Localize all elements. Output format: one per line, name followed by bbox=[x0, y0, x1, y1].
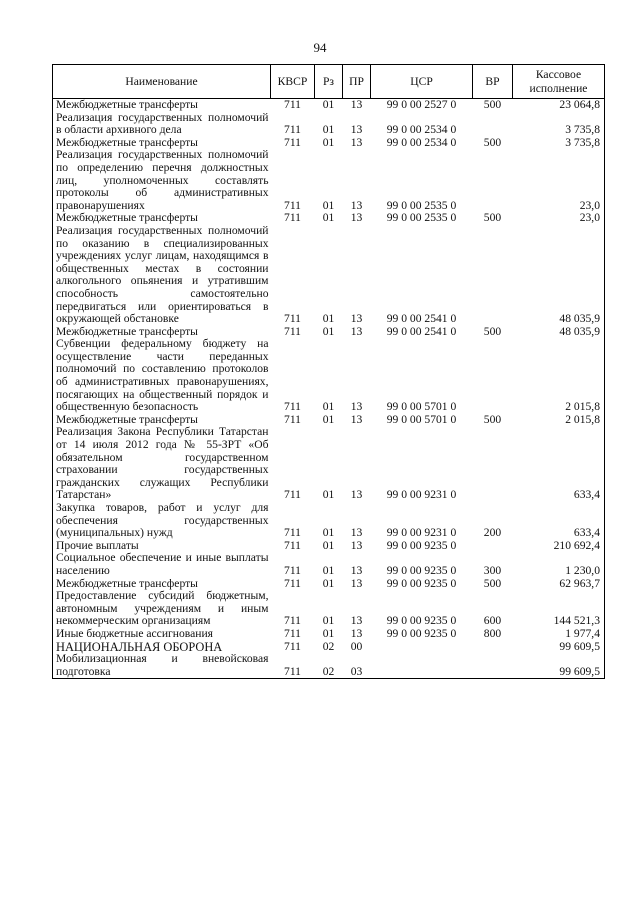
cell-vr: 600 bbox=[483, 614, 502, 628]
cell-rz: 01 bbox=[322, 412, 335, 426]
table-row bbox=[53, 338, 605, 414]
cell-vr bbox=[473, 426, 513, 502]
cell-vr bbox=[473, 149, 513, 212]
cell-pr: 13 bbox=[350, 538, 363, 552]
cell-rz: 01 bbox=[322, 626, 335, 640]
cell-vr: 500 bbox=[483, 576, 502, 590]
cell-csr: 99 0 00 2527 0 bbox=[386, 98, 457, 111]
cell-vr: 300 bbox=[483, 563, 502, 577]
table-row bbox=[53, 99, 605, 112]
cell-amount: 633,4 bbox=[513, 502, 605, 540]
header-vr: ВР bbox=[473, 65, 513, 99]
header-rz: Рз bbox=[315, 65, 343, 99]
cell-csr: 99 0 00 9231 0 bbox=[386, 526, 457, 540]
cell-rz: 01 bbox=[322, 563, 335, 577]
cell-rz: 01 bbox=[322, 98, 335, 111]
cell-kvsr: 711 bbox=[284, 198, 301, 212]
table-row bbox=[53, 225, 605, 326]
cell-pr: 13 bbox=[350, 563, 363, 577]
cell-kvsr: 711 bbox=[284, 488, 301, 502]
cell-pr: 13 bbox=[350, 324, 363, 338]
cell-csr: 99 0 00 2534 0 bbox=[386, 123, 457, 137]
cell-amount: 210 692,4 bbox=[513, 540, 605, 553]
cell-rz: 01 bbox=[322, 324, 335, 338]
cell-name: Межбюджетные трансферты bbox=[53, 414, 271, 427]
table-row bbox=[53, 628, 605, 641]
cell-pr: 13 bbox=[350, 98, 363, 111]
cell-csr bbox=[371, 653, 473, 679]
cell-amount: 48 035,9 bbox=[513, 225, 605, 326]
cell-pr: 13 bbox=[350, 400, 363, 414]
cell-name: Межбюджетные трансферты bbox=[53, 578, 271, 591]
cell-pr: 13 bbox=[350, 123, 363, 137]
cell-csr: 99 0 00 9235 0 bbox=[386, 626, 457, 640]
table-row bbox=[53, 112, 605, 137]
cell-kvsr: 711 bbox=[284, 563, 301, 577]
cell-name: Социальное обеспечение и иные выплаты населению bbox=[53, 552, 271, 577]
cell-vr bbox=[473, 112, 513, 137]
cell-csr bbox=[371, 641, 473, 654]
cell-pr: 13 bbox=[350, 576, 363, 590]
cell-kvsr: 711 bbox=[284, 123, 301, 137]
cell-kvsr: 711 bbox=[284, 538, 301, 552]
cell-vr: 200 bbox=[483, 526, 502, 540]
table-row bbox=[53, 502, 605, 540]
cell-csr: 99 0 00 9235 0 bbox=[386, 538, 457, 552]
cell-vr: 500 bbox=[483, 324, 502, 338]
cell-kvsr: 711 bbox=[284, 135, 301, 149]
cell-pr: 03 bbox=[343, 653, 371, 679]
cell-kvsr: 711 bbox=[284, 324, 301, 338]
cell-kvsr: 711 bbox=[284, 626, 301, 640]
cell-amount: 1 977,4 bbox=[513, 628, 605, 641]
cell-rz: 01 bbox=[322, 312, 335, 326]
cell-name: Реализация государственных полномочий по определению перечня должностных лиц, уполномоченных составлять протоколы об административных правонарушениях bbox=[53, 149, 271, 212]
cell-vr: 500 bbox=[483, 412, 502, 426]
cell-pr: 13 bbox=[350, 412, 363, 426]
cell-rz: 01 bbox=[322, 538, 335, 552]
cell-kvsr: 711 bbox=[284, 211, 301, 225]
cell-vr: 500 bbox=[483, 211, 502, 225]
cell-vr: 500 bbox=[483, 135, 502, 149]
header-name: Наименование bbox=[53, 65, 271, 99]
cell-rz: 02 bbox=[322, 639, 335, 653]
cell-kvsr: 711 bbox=[284, 412, 301, 426]
cell-name: Межбюджетные трансферты bbox=[53, 137, 271, 150]
cell-pr: 13 bbox=[350, 614, 363, 628]
page-number: 94 bbox=[313, 40, 327, 55]
cell-vr bbox=[473, 338, 513, 414]
cell-pr: 13 bbox=[350, 626, 363, 640]
header-pr: ПР bbox=[343, 65, 371, 99]
cell-csr: 99 0 00 2541 0 bbox=[386, 312, 457, 326]
cell-kvsr: 711 bbox=[284, 526, 301, 540]
cell-name: Прочие выплаты bbox=[53, 540, 271, 553]
cell-amount: 48 035,9 bbox=[513, 326, 605, 339]
cell-name: Межбюджетные трансферты bbox=[53, 212, 271, 225]
cell-pr: 13 bbox=[350, 312, 363, 326]
header-kvsr: КВСР bbox=[271, 65, 315, 99]
cell-pr: 00 bbox=[350, 639, 363, 653]
cell-rz: 01 bbox=[322, 576, 335, 590]
cell-vr bbox=[473, 653, 513, 679]
cell-vr: 800 bbox=[483, 626, 502, 640]
cell-name: Реализация государственных полномочий по оказанию в специализированных учреждениях услуг лицам, находящимся в общественных местах в состоянии алкогольного опьянения и утратившим способность самостоятельно передвигаться или ориентироваться в окружающей обстановке bbox=[53, 225, 271, 326]
cell-kvsr: 711 bbox=[284, 312, 301, 326]
budget-table bbox=[52, 64, 605, 679]
cell-name: Реализация государственных полномочий в области архивного дела bbox=[53, 112, 271, 137]
cell-rz: 01 bbox=[322, 198, 335, 212]
cell-amount: 23,0 bbox=[513, 149, 605, 212]
cell-csr: 99 0 00 2534 0 bbox=[386, 135, 457, 149]
cell-amount: 23,0 bbox=[513, 212, 605, 225]
cell-csr: 99 0 00 9231 0 bbox=[386, 488, 457, 502]
table-row bbox=[53, 590, 605, 628]
cell-csr: 99 0 00 2541 0 bbox=[386, 324, 457, 338]
cell-amount: 62 963,7 bbox=[513, 578, 605, 591]
cell-amount: 144 521,3 bbox=[513, 590, 605, 628]
cell-csr: 99 0 00 9235 0 bbox=[386, 563, 457, 577]
cell-kvsr: 711 bbox=[284, 614, 301, 628]
cell-vr bbox=[473, 641, 513, 654]
cell-pr: 13 bbox=[350, 135, 363, 149]
cell-amount: 1 230,0 bbox=[513, 552, 605, 577]
cell-csr: 99 0 00 2535 0 bbox=[386, 198, 457, 212]
cell-name: Иные бюджетные ассигнования bbox=[53, 628, 271, 641]
cell-rz: 01 bbox=[322, 211, 335, 225]
cell-pr: 13 bbox=[350, 211, 363, 225]
header-amount: Кассовое исполнение bbox=[513, 65, 605, 99]
cell-kvsr: 711 bbox=[284, 98, 301, 111]
cell-rz: 01 bbox=[322, 123, 335, 137]
cell-name: Субвенции федеральному бюджету на осуществление части переданных полномочий по составлению протоколов об административных правонарушениях, посягающих на общественный порядок и общественную безопасность bbox=[53, 338, 271, 414]
table-row bbox=[53, 653, 605, 679]
header-csr: ЦСР bbox=[371, 65, 473, 99]
cell-name: Межбюджетные трансферты bbox=[53, 99, 271, 112]
cell-kvsr: 711 bbox=[284, 576, 301, 590]
cell-pr: 13 bbox=[350, 198, 363, 212]
cell-kvsr: 711 bbox=[284, 400, 301, 414]
cell-amount: 3 735,8 bbox=[513, 112, 605, 137]
cell-rz: 02 bbox=[315, 653, 343, 679]
cell-pr: 13 bbox=[350, 488, 363, 502]
cell-csr: 99 0 00 2535 0 bbox=[386, 211, 457, 225]
cell-csr: 99 0 00 5701 0 bbox=[386, 400, 457, 414]
cell-name: Реализация Закона Республики Татарстан от 14 июля 2012 года № 55-ЗРТ «Об обязательном государственном страховании государственных гражданских служащих Республики Татарстан» bbox=[53, 426, 271, 502]
cell-name: Предоставление субсидий бюджетным, автономным учреждениям и иным некоммерческим организациям bbox=[53, 590, 271, 628]
cell-kvsr: 711 bbox=[271, 653, 315, 679]
cell-vr: 500 bbox=[483, 98, 502, 111]
cell-name: Мобилизационная и вневойсковая подготовка bbox=[53, 653, 271, 679]
cell-amount: 2 015,8 bbox=[513, 338, 605, 414]
cell-rz: 01 bbox=[322, 135, 335, 149]
cell-kvsr: 711 bbox=[284, 639, 301, 653]
cell-csr: 99 0 00 9235 0 bbox=[386, 614, 457, 628]
table-row bbox=[53, 426, 605, 502]
cell-name: НАЦИОНАЛЬНАЯ ОБОРОНА bbox=[53, 641, 271, 654]
cell-vr bbox=[473, 225, 513, 326]
cell-amount: 3 735,8 bbox=[513, 137, 605, 150]
cell-amount: 23 064,8 bbox=[513, 99, 605, 112]
table-row bbox=[53, 149, 605, 212]
cell-rz: 01 bbox=[322, 488, 335, 502]
cell-csr: 99 0 00 5701 0 bbox=[386, 412, 457, 426]
cell-amount: 99 609,5 bbox=[513, 641, 605, 654]
table-header-row bbox=[53, 65, 605, 99]
cell-csr: 99 0 00 9235 0 bbox=[386, 576, 457, 590]
cell-vr bbox=[473, 540, 513, 553]
cell-pr: 13 bbox=[350, 526, 363, 540]
cell-name: Закупка товаров, работ и услуг для обеспечения государственных (муниципальных) нужд bbox=[53, 502, 271, 540]
cell-amount: 633,4 bbox=[513, 426, 605, 502]
cell-rz: 01 bbox=[322, 614, 335, 628]
cell-amount: 99 609,5 bbox=[513, 653, 605, 679]
cell-rz: 01 bbox=[322, 526, 335, 540]
cell-amount: 2 015,8 bbox=[513, 414, 605, 427]
table-row bbox=[53, 552, 605, 577]
cell-name: Межбюджетные трансферты bbox=[53, 326, 271, 339]
cell-rz: 01 bbox=[322, 400, 335, 414]
